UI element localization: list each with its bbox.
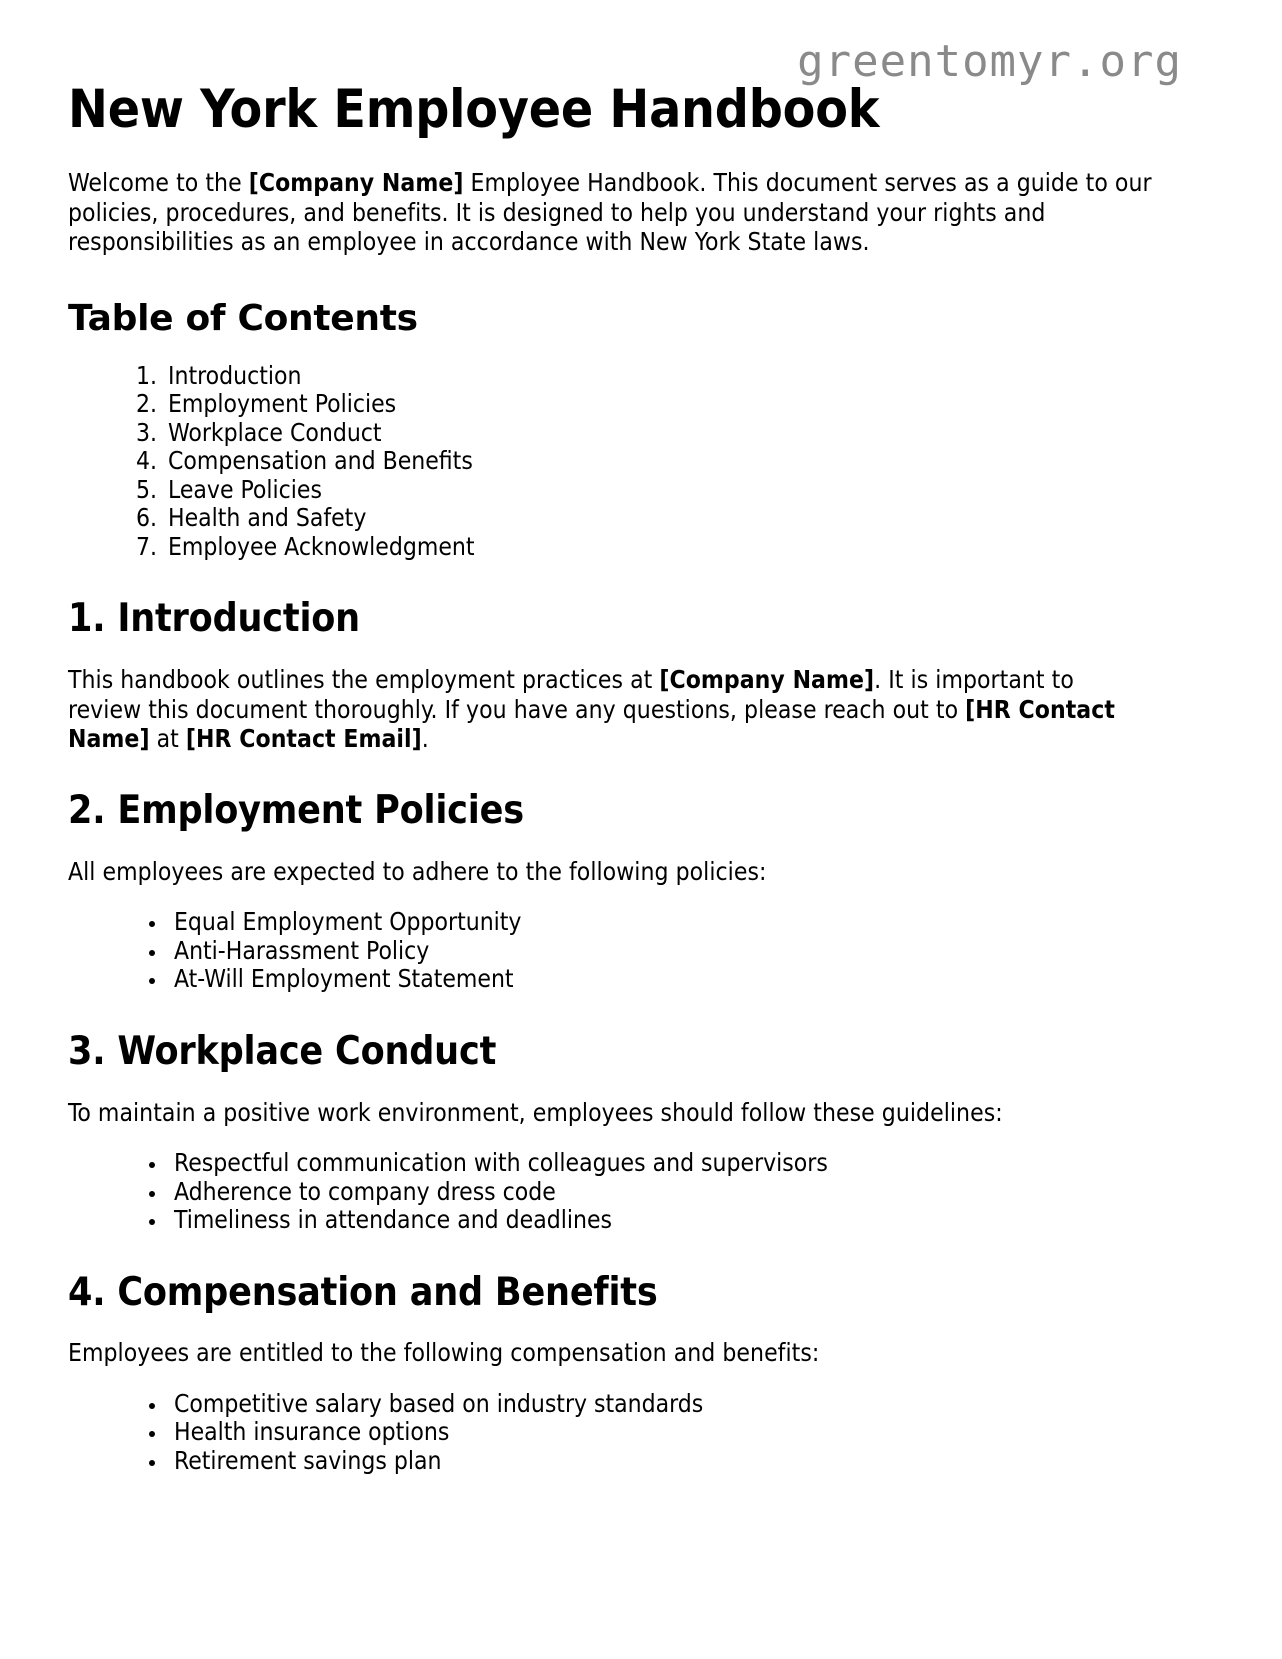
paragraph-text: This handbook outlines the employment practices at bbox=[68, 665, 660, 695]
list-item[interactable]: 1. Introduction bbox=[164, 362, 1172, 391]
list-item[interactable]: 5. Leave Policies bbox=[164, 476, 1172, 505]
list-item: • Timeliness in attendance and deadlines bbox=[168, 1206, 1172, 1235]
hr-contact-name-placeholder: [HR Contact Name] bbox=[68, 694, 1115, 753]
section-heading: 2. Employment Policies bbox=[68, 788, 524, 834]
intro-company-placeholder: [Company Name] bbox=[248, 168, 464, 198]
intro-text-pre: Welcome to the bbox=[68, 168, 249, 198]
section-heading: 4. Compensation and Benefits bbox=[68, 1269, 658, 1315]
hr-contact-email-placeholder: [HR Contact Email] bbox=[185, 723, 422, 753]
section-employment-policies bbox=[68, 753, 1172, 994]
section-heading: 3. Workplace Conduct bbox=[68, 1028, 497, 1074]
list-item: • Anti-Harassment Policy bbox=[168, 937, 1172, 966]
list-item: • Adherence to company dress code bbox=[168, 1178, 1172, 1207]
list-item[interactable]: 7. Employee Acknowledgment bbox=[164, 533, 1172, 562]
page-title: New York Employee Handbook bbox=[68, 79, 880, 140]
intro-paragraph bbox=[68, 138, 1153, 256]
section-lead-text: Employees are entitled to the following compensation and benefits: bbox=[68, 1338, 820, 1368]
list-item[interactable]: 6. Health and Safety bbox=[164, 504, 1172, 533]
list-item: • Equal Employment Opportunity bbox=[168, 908, 1172, 937]
company-name-placeholder: [Company Name] bbox=[659, 665, 875, 695]
section-bullet-list bbox=[68, 1127, 1172, 1235]
list-item: • At-Will Employment Statement bbox=[168, 965, 1172, 994]
section-lead-text: All employees are expected to adhere to the following policies: bbox=[68, 856, 767, 886]
section-bullet-list bbox=[68, 1368, 1172, 1476]
site-watermark: greentomyr.org bbox=[797, 36, 1182, 87]
paragraph-text: at bbox=[149, 723, 186, 753]
list-item: • Retirement savings plan bbox=[168, 1447, 1172, 1476]
paragraph-text: . It is important to review this document thoroughly. If you have any questions, please reach out to bbox=[68, 665, 1074, 724]
list-item: • Competitive salary based on industry standards bbox=[168, 1390, 1172, 1419]
list-item: • Respectful communication with colleagues and supervisors bbox=[168, 1149, 1172, 1178]
section-compensation-and-benefits bbox=[68, 1235, 1172, 1476]
paragraph-text: . bbox=[421, 723, 429, 753]
section-paragraph bbox=[68, 641, 1153, 753]
intro-text-post: Employee Handbook. This document serves as a guide to our policies, procedures, and benefits. It is designed to help you understand your rights and responsibilities as an employee in accordance with New York State laws. bbox=[68, 168, 1152, 256]
section-workplace-conduct bbox=[68, 994, 1172, 1235]
list-item[interactable]: 3. Workplace Conduct bbox=[164, 419, 1172, 448]
table-of-contents-heading: Table of Contents bbox=[68, 298, 418, 340]
list-item: • Health insurance options bbox=[168, 1418, 1172, 1447]
table-of-contents-list bbox=[68, 340, 1172, 562]
list-item[interactable]: 4. Compensation and Benefits bbox=[164, 447, 1172, 476]
section-bullet-list bbox=[68, 886, 1172, 994]
section-lead-text: To maintain a positive work environment, employees should follow these guidelines: bbox=[68, 1097, 1003, 1127]
section-introduction bbox=[68, 561, 1172, 753]
section-heading: 1. Introduction bbox=[68, 596, 360, 642]
list-item[interactable]: 2. Employment Policies bbox=[164, 390, 1172, 419]
